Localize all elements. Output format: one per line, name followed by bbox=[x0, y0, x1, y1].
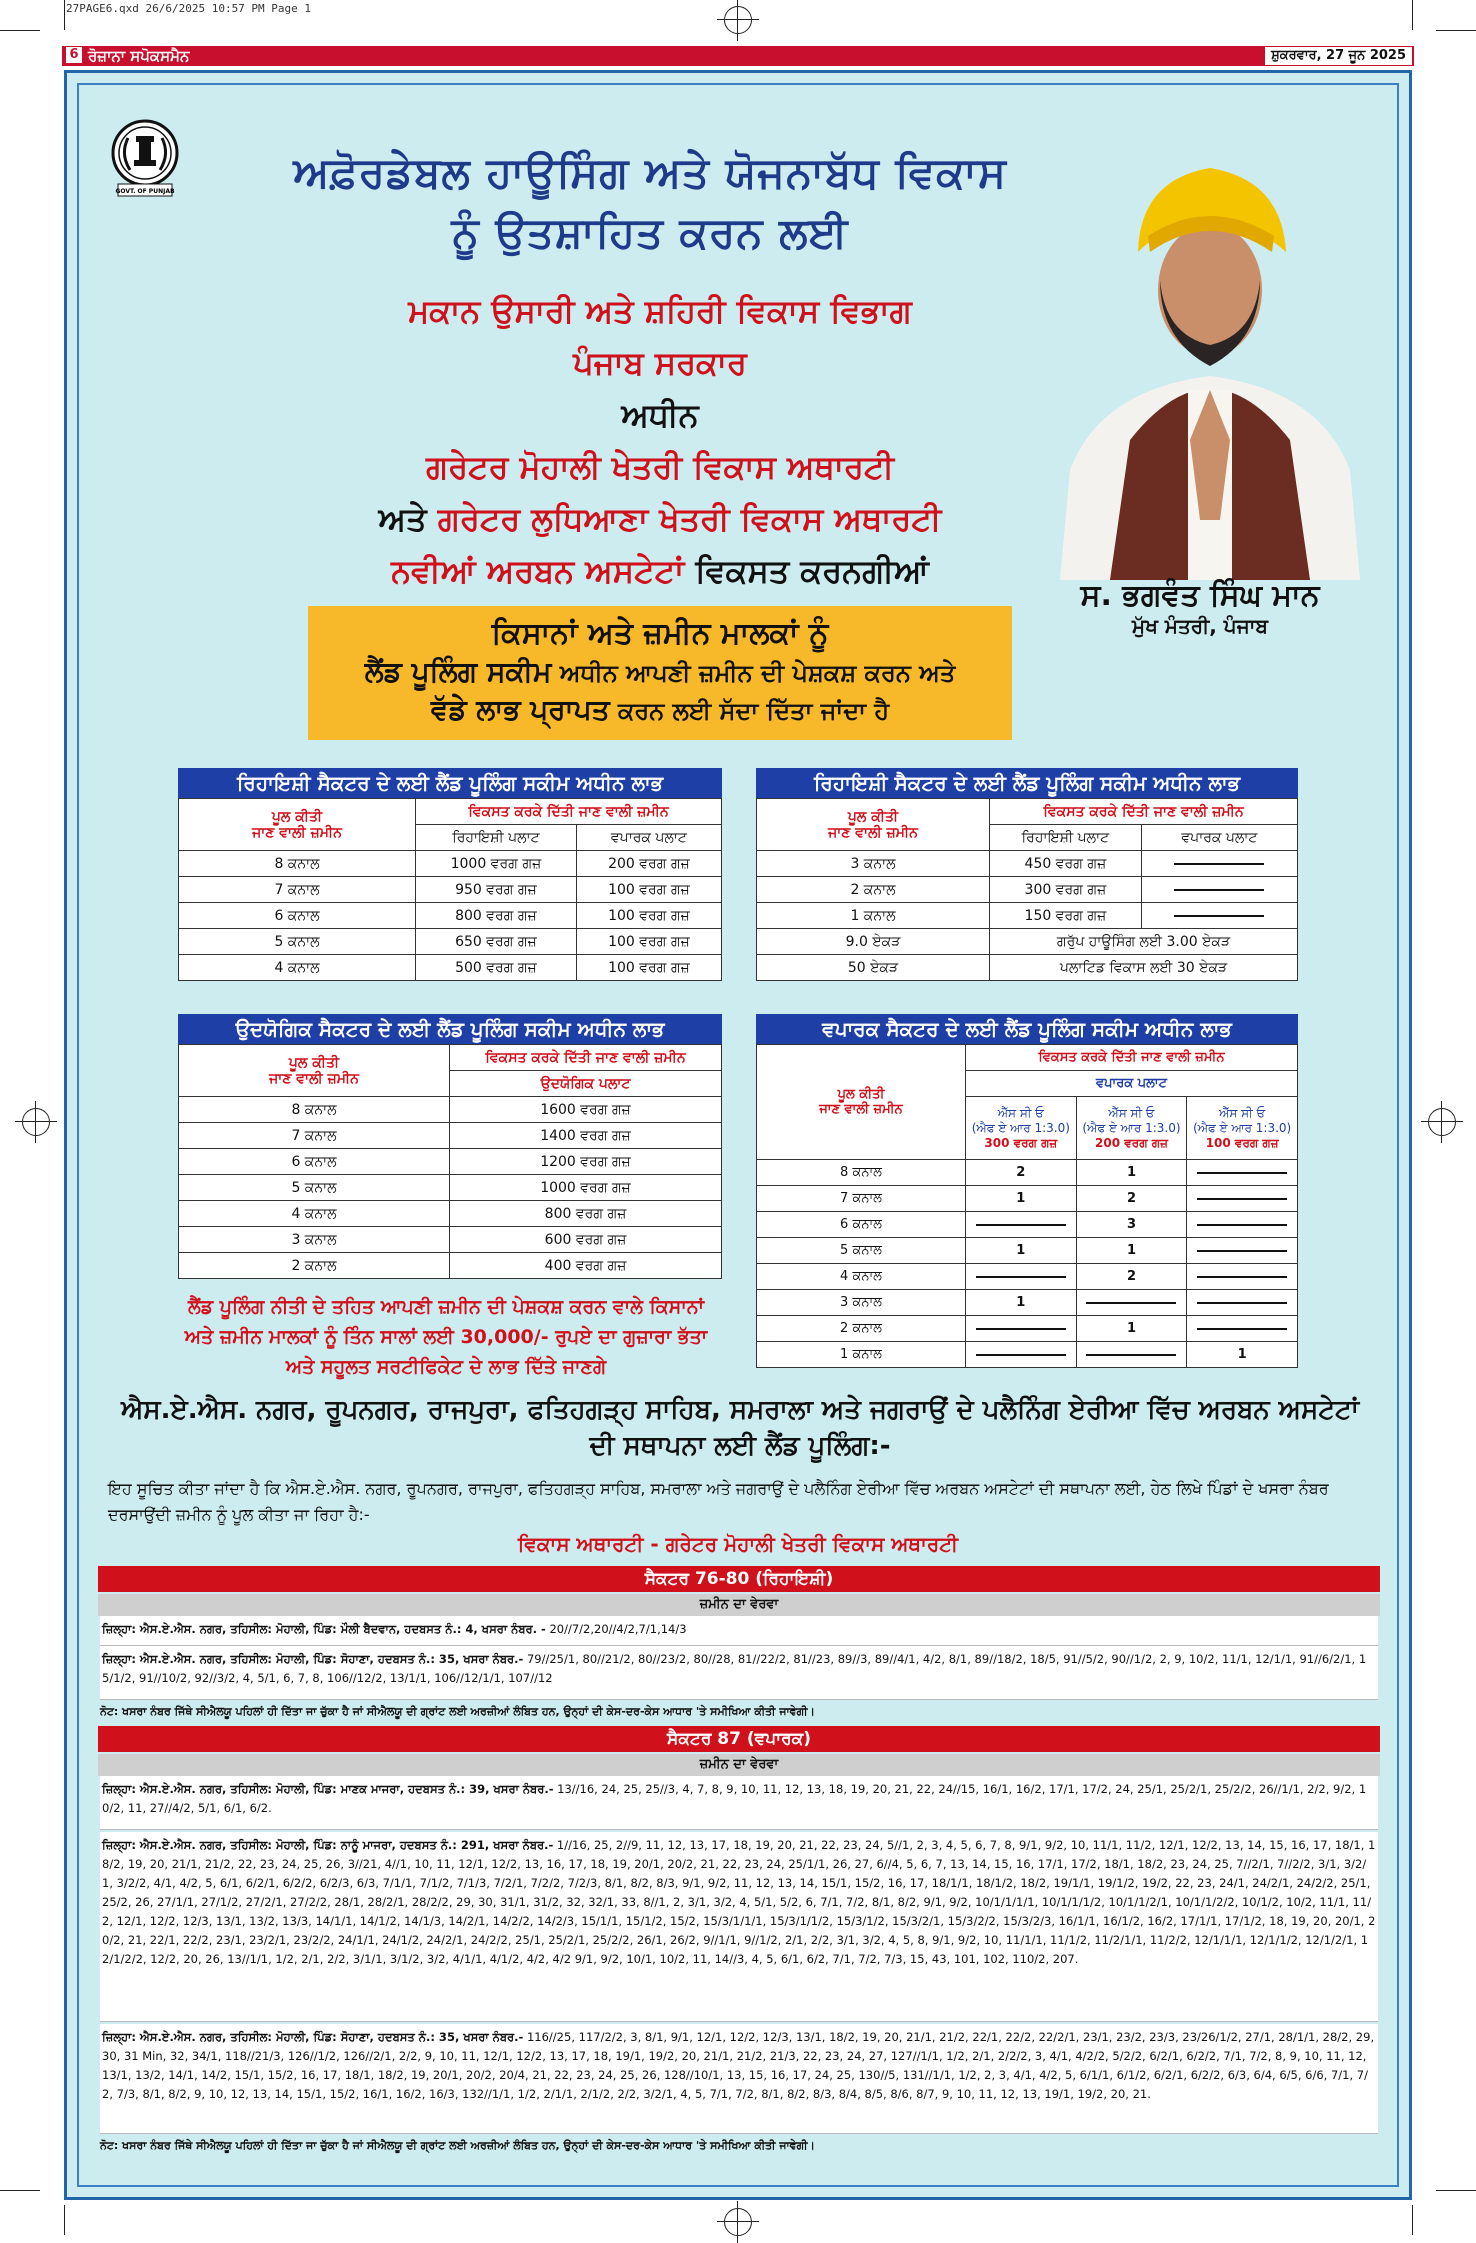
table-row bbox=[757, 903, 1298, 929]
sco-count-cell: 1 bbox=[966, 1186, 1077, 1212]
pooled-cell: 50 ਏਕੜ bbox=[757, 955, 990, 981]
commercial-cell: 100 ਵਰਗ ਗਜ਼ bbox=[576, 929, 721, 955]
residential-cell: 650 ਵਰਗ ਗਜ਼ bbox=[416, 929, 577, 955]
sco-100-header: ਐੱਸ ਸੀ ਓ (ਐਫ ਏ ਆਰ 1:3.0) 100 ਵਰਗ ਗਜ਼ bbox=[1187, 1097, 1298, 1160]
dash-mark bbox=[976, 1224, 1066, 1226]
pooled-cell: 3 ਕਨਾਲ bbox=[179, 1227, 450, 1253]
sector-87-header: ਸੈਕਟਰ 87 (ਵਪਾਰਕ) bbox=[98, 1726, 1380, 1752]
table-title: ਵਪਾਰਕ ਸੈਕਟਰ ਦੇ ਲਈ ਲੈਂਡ ਪੂਲਿੰਗ ਸਕੀਮ ਅਧੀਨ ਲਾਭ bbox=[756, 1014, 1298, 1044]
sco-count-cell: 1 bbox=[1076, 1160, 1187, 1186]
masthead bbox=[62, 46, 1414, 66]
pooled-land-header: ਪੂਲ ਕੀਤੀ ਜਾਣ ਵਾਲੀ ਜ਼ਮੀਨ bbox=[179, 1045, 450, 1097]
industrial-benefit-table bbox=[178, 1014, 722, 1279]
pooled-land-header: ਪੂਲ ਕੀਤੀ ਜਾਣ ਵਾਲੀ ਜ਼ਮੀਨ bbox=[757, 1045, 966, 1160]
table-row bbox=[179, 1253, 722, 1279]
khasra-record: ਜ਼ਿਲ੍ਹਾ: ਐਸ.ਏ.ਐਸ. ਨਗਰ, ਤਹਿਸੀਲ: ਮੋਹਾਲੀ, ਪਿੰਡ: ਸੋਹਾਣਾ, ਹਦਬਸਤ ਨੰ.: 35, ਖਸਰਾ ਨੰਬਰ.- 79//25/1, 80//21/2, 80//23/2, 80//28, 81//22/2, 81//23, 89//3, 89//4/1, 4/2, 8/1, 89//18/2, 18/5, 91//5/2, 90//1/2, 2, 9, 10/2, 11/1, 12/1/1, 91//6/2/1, 15/1/2, 91//10/2, 92//3/2, 4, 5/1, 6, 7, 8, 106//12/2, 13/1/1, 106//12/1/1, 107//12 bbox=[100, 1646, 1378, 1700]
industrial-cell: 400 ਵਰਗ ਗਜ਼ bbox=[450, 1253, 722, 1279]
given-land-header: ਵਿਕਸਤ ਕਰਕੇ ਦਿੱਤੀ ਜਾਣ ਵਾਲੀ ਜ਼ਮੀਨ bbox=[416, 799, 722, 825]
issue-date: ਸ਼ੁਕਰਵਾਰ, 27 ਜੂਨ 2025 bbox=[1265, 47, 1412, 65]
chief-minister-portrait bbox=[1040, 140, 1380, 580]
table-row bbox=[757, 1290, 1298, 1316]
estates-line bbox=[250, 552, 1070, 591]
residential-plot-header: ਰਿਹਾਇਸ਼ੀ ਪਲਾਟ bbox=[990, 825, 1142, 851]
dash-mark bbox=[1197, 1224, 1287, 1226]
commercial-cell bbox=[1141, 877, 1297, 903]
commercial-benefit-table bbox=[756, 1014, 1298, 1368]
allowance-note: ਲੈਂਡ ਪੂਲਿੰਗ ਨੀਤੀ ਦੇ ਤਹਿਤ ਆਪਣੀ ਜ਼ਮੀਨ ਦੀ ਪੇਸ਼ਕਸ਼ ਕਰਨ ਵਾਲੇ ਕਿਸਾਨਾਂ ਅਤੇ ਜ਼ਮੀਨ ਮਾਲਕਾਂ ਨੂੰ ਤਿੰਨ ਸਾਲਾਂ ਲਈ 30,000/- ਰੁਪਏ ਦਾ ਗੁਜ਼ਾਰਾ ਭੱਤਾ ਅਤੇ ਸਹੂਲਤ ਸਰਟੀਫਿਕੇਟ ਦੇ ਲਾਭ ਦਿੱਤੇ ਜਾਣਗੇ bbox=[184, 1296, 708, 1378]
prepress-slug: 27PAGE6.qxd 26/6/2025 10:57 PM Page 1 bbox=[66, 2, 312, 15]
table-row bbox=[179, 1149, 722, 1175]
sco-count-cell bbox=[1187, 1264, 1298, 1290]
invitation-bold-1: ਲੈਂਡ ਪੂਲਿੰਗ ਸਕੀਮ bbox=[364, 655, 552, 688]
pooled-cell: 7 ਕਨਾਲ bbox=[757, 1186, 966, 1212]
pooled-cell: 3 ਕਨਾਲ bbox=[757, 1290, 966, 1316]
invitation-box bbox=[308, 606, 1012, 740]
registration-mark bbox=[724, 2208, 752, 2236]
residential-plot-header: ਰਿਹਾਇਸ਼ੀ ਪਲਾਟ bbox=[416, 825, 577, 851]
table-title: ਉਦਯੋਗਿਕ ਸੈਕਟਰ ਦੇ ਲਈ ਲੈਂਡ ਪੂਲਿੰਗ ਸਕੀਮ ਅਧੀਨ ਲਾਭ bbox=[178, 1014, 722, 1044]
given-land-header: ਵਿਕਸਤ ਕਰਕੇ ਦਿੱਤੀ ਜਾਣ ਵਾਲੀ ਜ਼ਮੀਨ bbox=[966, 1045, 1298, 1071]
pooled-cell: 5 ਕਨਾਲ bbox=[179, 1175, 450, 1201]
sco-count-cell bbox=[1187, 1290, 1298, 1316]
commercial-table-body bbox=[757, 1160, 1298, 1368]
residential-cell: 950 ਵਰਗ ਗਜ਼ bbox=[416, 877, 577, 903]
table-row bbox=[757, 851, 1298, 877]
pooled-cell: 6 ਕਨਾਲ bbox=[179, 1149, 450, 1175]
residential-benefit-table-1 bbox=[178, 768, 722, 981]
chief-minister-title: ਮੁੱਖ ਮੰਤਰੀ, ਪੰਜਾਬ bbox=[1132, 614, 1268, 638]
dash-mark bbox=[1174, 915, 1264, 917]
pooled-cell: 8 ਕਨਾਲ bbox=[179, 851, 416, 877]
glada-name: ਗਰੇਟਰ ਲੁਧਿਆਣਾ ਖੇਤਰੀ ਵਿਕਾਸ ਅਥਾਰਟੀ bbox=[437, 500, 942, 538]
industrial-cell: 1200 ਵਰਗ ਗਜ਼ bbox=[450, 1149, 722, 1175]
dash-mark bbox=[1174, 863, 1264, 865]
land-detail-header: ਜ਼ਮੀਨ ਦਾ ਵੇਰਵਾ bbox=[98, 1594, 1380, 1616]
invitation-line-2 bbox=[308, 655, 1012, 689]
khasra-record: ਜ਼ਿਲ੍ਹਾ: ਐਸ.ਏ.ਐਸ. ਨਗਰ, ਤਹਿਸੀਲ: ਮੋਹਾਲੀ, ਪਿੰਡ: ਮੌਲੀ ਬੈਦਵਾਨ, ਹਦਬਸਤ ਨੰ.: 4, ਖਸਰਾ ਨੰਬਰ. - 20//7/2,20//4/2,7/1,14/3 bbox=[100, 1616, 1378, 1646]
dash-mark bbox=[976, 1354, 1066, 1356]
notice-heading: ਐਸ.ਏ.ਐਸ. ਨਗਰ, ਰੂਪਨਗਰ, ਰਾਜਪੁਰਾ, ਫਤਿਹਗੜ੍ਹ ਸਾਹਿਬ, ਸਮਰਾਲਾ ਅਤੇ ਜਗਰਾਉਂ ਦੇ ਪਲੈਨਿੰਗ ਏਰੀਆ ਵਿੱਚ ਅਰਬਨ ਅਸਟੇਟਾਂ ਦੀ ਸਥਾਪਨਾ ਲਈ ਲੈਂਡ ਪੂਲਿੰਗ:- bbox=[120, 1395, 1360, 1461]
sector-76-80-header: ਸੈਕਟਰ 76-80 (ਰਿਹਾਇਸ਼ੀ) bbox=[98, 1566, 1380, 1592]
commercial-cell: 100 ਵਰਗ ਗਜ਼ bbox=[576, 955, 721, 981]
industrial-cell: 800 ਵਰਗ ਗਜ਼ bbox=[450, 1201, 722, 1227]
newspaper-name: ਰੋਜ਼ਾਨਾ ਸਪੋਕਸਮੈਨ bbox=[88, 47, 190, 65]
sco-count-cell bbox=[1076, 1290, 1187, 1316]
sco-count-cell bbox=[966, 1316, 1077, 1342]
pooled-cell: 3 ਕਨਾਲ bbox=[757, 851, 990, 877]
pooled-cell: 9.0 ਏਕੜ bbox=[757, 929, 990, 955]
residential-cell: 150 ਵਰਗ ਗਜ਼ bbox=[990, 903, 1142, 929]
pooled-cell: 6 ਕਨਾਲ bbox=[757, 1212, 966, 1238]
commercial-cell bbox=[1141, 903, 1297, 929]
sco-count-cell bbox=[1187, 1212, 1298, 1238]
residential-cell: 500 ਵਰਗ ਗਜ਼ bbox=[416, 955, 577, 981]
table-row bbox=[757, 877, 1298, 903]
crop-mark bbox=[1436, 30, 1476, 31]
headline-line-2: ਨੂੰ ਉਤਸ਼ਾਹਿਤ ਕਰਨ ਲਈ bbox=[451, 208, 849, 257]
khasra-record: ਜ਼ਿਲ੍ਹਾ: ਐਸ.ਏ.ਐਸ. ਨਗਰ, ਤਹਿਸੀਲ: ਮੋਹਾਲੀ, ਪਿੰਡ: ਸੋਹਾਣਾ, ਹਦਬਸਤ ਨੰ.: 35, ਖਸਰਾ ਨੰਬਰ.- 116//25, 117/2/2, 3, 8/1, 9/1, 12/1, 12/2, 12/3, 13/1, 18/2, 19, 20, 21/1, 21/2, 22/1, 22/2, 22/2/1, 23/1, 23/2, 23/3, 23/26/1/2, 27/1, 28/1/1, 28/2, 29, 30, 31 Min, 32, 34/1, 118//21/3, 126//1/2, 126//2/1, 2/2, 9, 10, 11, 12/1, 12/2, 13, 17, 18, 19/1, 19/2, 20, 21/1, 21/2, 21/3, 22, 23, 24, 27, 127//1/1, 1/2, 2/1, 2/2/2, 3, 4/1, 4/2/2, 5/2/2, 6/2/1, 6/2/2, 7/1, 7/2, 8, 9, 10, 11, 12, 13/1, 13/2, 14/1, 14/2, 15/1, 15/2, 16, 17, 18/1, 18/2, 19, 20/1, 20/2, 20/4, 21, 22, 23, 24, 25, 26, 128//10/1, 13, 15, 16, 17, 24, 25, 130//5, 131//1/1, 1/2, 2, 3, 4/1, 4/2, 5, 6/1/1, 6/1/2, 6/2/1, 6/2/2, 6/3, 6/4, 6/5, 6/6, 7/1, 7/2, 7/3, 8/1, 8/2, 9, 10, 12, 13, 14, 15/1, 15/2, 16/1, 16/2, 16/3, 132//1/1, 1/2, 2/1/1, 2/1/2, 2/2, 3/2/1, 4, 5, 7/1, 7/2, 8/1, 8/2, 8/3, 8/4, 8/5, 8/6, 8/7, 9, 10, 11, 12, 13, 19/1, 19/2, 20, 21. bbox=[100, 2024, 1378, 2134]
crop-mark bbox=[64, 2205, 65, 2235]
pooled-land-header: ਪੂਲ ਕੀਤੀ ਜਾਣ ਵਾਲੀ ਜ਼ਮੀਨ bbox=[179, 799, 416, 851]
sco-count-cell bbox=[966, 1212, 1077, 1238]
sco-200-header: ਐੱਸ ਸੀ ਓ (ਐਫ ਏ ਆਰ 1:3.0) 200 ਵਰਗ ਗਜ਼ bbox=[1076, 1097, 1187, 1160]
emblem-text: GOVT. OF PUNJAB bbox=[115, 188, 175, 195]
registration-mark bbox=[724, 6, 752, 34]
plotted-development-cell: ਪਲਾਟਿਡ ਵਿਕਾਸ ਲਈ 30 ਏਕੜ bbox=[990, 955, 1298, 981]
under-label: ਅਧੀਨ bbox=[621, 396, 699, 434]
pooled-cell: 5 ਕਨਾਲ bbox=[179, 929, 416, 955]
glada-line bbox=[250, 500, 1070, 539]
table-row bbox=[757, 1160, 1298, 1186]
khasra-record: ਜ਼ਿਲ੍ਹਾ: ਐਸ.ਏ.ਐਸ. ਨਗਰ, ਤਹਿਸੀਲ: ਮੋਹਾਲੀ, ਪਿੰਡ: ਮਾਣਕ ਮਾਜਰਾ, ਹਦਬਸਤ ਨੰ.: 39, ਖਸਰਾ ਨੰਬਰ.- 13//16, 24, 25, 25//3, 4, 7, 8, 9, 10, 11, 12, 13, 18, 19, 20, 21, 22, 24//15, 16/1, 16/2, 17/1, 17/2, 24, 25/1, 25/2/1, 25/2/2, 26//1/1, 2/2, 9/2, 10/2, 11, 27//4/2, 5/1, 6/1, 6/2. bbox=[100, 1776, 1378, 1830]
commercial-plot-header: ਵਪਾਰਕ ਪਲਾਟ bbox=[1141, 825, 1297, 851]
pooled-cell: 4 ਕਨਾਲ bbox=[179, 955, 416, 981]
pooled-cell: 4 ਕਨਾਲ bbox=[179, 1201, 450, 1227]
sco-count-cell: 1 bbox=[1076, 1238, 1187, 1264]
develop-label: ਵਿਕਸਤ ਕਰਨਗੀਆਂ bbox=[695, 552, 929, 590]
given-land-header: ਵਿਕਸਤ ਕਰਕੇ ਦਿੱਤੀ ਜਾਣ ਵਾਲੀ ਜ਼ਮੀਨ bbox=[990, 799, 1298, 825]
crop-mark bbox=[0, 2190, 40, 2191]
industrial-cell: 600 ਵਰਗ ਗਜ਼ bbox=[450, 1227, 722, 1253]
department-name: ਮਕਾਨ ਉਸਾਰੀ ਅਤੇ ਸ਼ਹਿਰੀ ਵਿਕਾਸ ਵਿਭਾਗ bbox=[408, 292, 912, 330]
sector-2-note: ਨੋਟ: ਖਸਰਾ ਨੰਬਰ ਜਿੱਥੇ ਸੀਐਲਯੂ ਪਹਿਲਾਂ ਹੀ ਦਿੱਤਾ ਜਾ ਚੁੱਕਾ ਹੈ ਜਾਂ ਸੀਐਲਯੂ ਦੀ ਗ੍ਰਾਂਟ ਲਈ ਅਰਜ਼ੀਆਂ ਲੰਬਿਤ ਹਨ, ਉਨ੍ਹਾਂ ਦੀ ਕੇਸ-ਦਰ-ਕੇਸ ਆਧਾਰ 'ਤੇ ਸਮੀਖਿਆ ਕੀਤੀ ਜਾਵੇਗੀ। bbox=[100, 2139, 815, 2152]
table-row bbox=[179, 1175, 722, 1201]
sco-count-cell: 1 bbox=[966, 1290, 1077, 1316]
table-row bbox=[757, 1316, 1298, 1342]
industrial-cell: 1600 ਵਰਗ ਗਜ਼ bbox=[450, 1097, 722, 1123]
khasra-record: ਜ਼ਿਲ੍ਹਾ: ਐਸ.ਏ.ਐਸ. ਨਗਰ, ਤਹਿਸੀਲ: ਮੋਹਾਲੀ, ਪਿੰਡ: ਨਾਨੂੰ ਮਾਜਰਾ, ਹਦਬਸਤ ਨੰ.: 291, ਖਸਰਾ ਨੰਬਰ.- 1//16, 25, 2//9, 11, 12, 13, 17, 18, 19, 20, 21, 22, 23, 24, 5//1, 2, 3, 4, 5, 6, 7, 8, 9/1, 9/2, 10, 11/1, 11/2, 12/1, 12/2, 13, 14, 15, 16, 17, 18/1, 18/2, 19, 20, 21/1, 21/2, 22, 23, 24, 25, 26, 3//21, 4//1, 10, 11, 12/1, 12/2, 13, 16, 17, 18, 19, 20/1, 20/2, 21, 22, 23, 24, 25/1/1, 26, 27, 6//4, 5, 6, 7, 13, 14, 15, 16, 17/1, 17/2, 18/1, 18/2, 23, 24, 25, 7//2/1, 7//2/2, 3/1, 3/2/1, 3/2/2, 4/1, 4/2, 5, 6/1, 6/2/1, 6/2/2, 6/2/3, 6/3, 7/1/1, 7/1/2, 7/1/3, 7/2/1, 7/2/2, 7/2/3, 8/1, 8/2, 8/3, 9/1, 9/2, 11, 12, 13, 14, 15/1, 15/2, 16, 17, 18/1/1, 18/1/2, 18/2, 19/1/1, 19/1/2, 19/2, 22, 23, 24/1, 24/2/1, 24/2/2, 25/1, 25/2, 26, 27/1/1, 27/1/2, 27/2/1, 27/2/2, 28/1, 28/2/1, 28/2/2, 29, 30, 31/1, 31/2, 32, 32/1, 33, 8//1, 2, 3/1, 3/2, 4, 5/1, 5/2, 6, 7/1, 7/2, 8/1, 8/2, 9/1, 9/2, 10/1/1/1/1, 10/1/1/1/2, 10/1/1/2/1, 10/1/1/2/2, 10/1/2, 10/2, 11/1, 11/2, 12/1, 12/2, 12/3, 13/1, 13/2, 13/3, 14/1/1, 14/1/2, 14/1/3, 14/2/1, 14/2/2, 14/2/3, 15/1/1, 15/1/2, 15/2, 15/3/1/1/1, 15/3/1/1/2, 15/3/1/2, 15/3/2/1, 15/3/2/2, 15/3/2/3, 16/1/1, 16/1/2, 16/2, 17/1/1, 17/1/2, 18, 19, 20, 20/1, 20/2, 21, 22/1, 22/2, 23/1, 23/2/1, 23/2/2, 24/1/1, 24/1/2, 24/2/1, 24/2/2, 25/1, 25/2/1, 25/2/2, 26/1, 26/2, 9//1/1, 9//1/2, 2/1, 2/2, 3/1, 3/2, 4, 5, 8, 9/1, 9/2, 10, 11/1/1, 11/1/2, 11/2/1/1, 11/2/2, 12/1/1/1, 12/1/1/2, 12/1/2/1, 12/1/2/2, 12/2, 20, 26, 13//1/1, 1/2, 2/1, 2/2, 3/1/1, 3/1/2, 3/2, 4/1/1, 4/1/2, 4/2, 4/2 9/1, 9/2, 10/1, 10/2, 11, 14//3, 4, 5, 6/1, 6/2, 7/1, 7/2, 7/3, 15, 43, 101, 102, 110/2, 207. bbox=[100, 1832, 1378, 2022]
industrial-cell: 1000 ਵਰਗ ਗਜ਼ bbox=[450, 1175, 722, 1201]
sector-1-note: ਨੋਟ: ਖਸਰਾ ਨੰਬਰ ਜਿੱਥੇ ਸੀਐਲਯੂ ਪਹਿਲਾਂ ਹੀ ਦਿੱਤਾ ਜਾ ਚੁੱਕਾ ਹੈ ਜਾਂ ਸੀਐਲਯੂ ਦੀ ਗ੍ਰਾਂਟ ਲਈ ਅਰਜ਼ੀਆਂ ਲੰਬਿਤ ਹਨ, ਉਨ੍ਹਾਂ ਦੀ ਕੇਸ-ਦਰ-ਕੇਸ ਆਧਾਰ 'ਤੇ ਸਮੀਖਿਆ ਕੀਤੀ ਜਾਵੇਗੀ। bbox=[100, 1705, 815, 1718]
gmada-name: ਗਰੇਟਰ ਮੋਹਾਲੀ ਖੇਤਰੀ ਵਿਕਾਸ ਅਥਾਰਟੀ bbox=[426, 448, 894, 486]
crop-mark bbox=[1436, 2190, 1476, 2191]
table-row bbox=[179, 1201, 722, 1227]
sco-count-cell bbox=[1187, 1238, 1298, 1264]
sco-count-cell: 2 bbox=[1076, 1264, 1187, 1290]
sco-count-cell bbox=[966, 1342, 1077, 1368]
pooled-cell: 2 ਕਨਾਲ bbox=[757, 877, 990, 903]
and-label: ਅਤੇ bbox=[378, 500, 427, 538]
pooled-cell: 8 ਕਨਾਲ bbox=[757, 1160, 966, 1186]
table-row bbox=[179, 1227, 722, 1253]
sco-count-cell bbox=[1187, 1316, 1298, 1342]
authority-label: ਵਿਕਾਸ ਅਥਾਰਟੀ - ਗਰੇਟਰ ਮੋਹਾਲੀ ਖੇਤਰੀ ਵਿਕਾਸ ਅਥਾਰਟੀ bbox=[517, 1532, 959, 1556]
sco-count-cell bbox=[1187, 1160, 1298, 1186]
sco-count-cell bbox=[966, 1264, 1077, 1290]
table-row bbox=[179, 929, 722, 955]
sco-300-header: ਐੱਸ ਸੀ ਓ (ਐਫ ਏ ਆਰ 1:3.0) 300 ਵਰਗ ਗਜ਼ bbox=[966, 1097, 1077, 1160]
invitation-rest-1: ਅਧੀਨ ਆਪਣੀ ਜ਼ਮੀਨ ਦੀ ਪੇਸ਼ਕਸ਼ ਕਰਨ ਅਤੇ bbox=[559, 659, 956, 687]
crop-mark bbox=[64, 0, 65, 30]
government-name: ਪੰਜਾਬ ਸਰਕਾਰ bbox=[573, 344, 747, 382]
commercial-plot-header: ਵਪਾਰਕ ਪਲਾਟ bbox=[966, 1071, 1298, 1097]
sco-count-cell: 1 bbox=[1076, 1316, 1187, 1342]
dash-mark bbox=[976, 1276, 1066, 1278]
dash-mark bbox=[976, 1328, 1066, 1330]
table-row bbox=[757, 1186, 1298, 1212]
table-row bbox=[757, 1238, 1298, 1264]
residential-cell: 300 ਵਰਗ ਗਜ਼ bbox=[990, 877, 1142, 903]
sco-count-cell bbox=[1187, 1186, 1298, 1212]
dash-mark bbox=[1197, 1328, 1287, 1330]
table-row bbox=[179, 851, 722, 877]
pooled-cell: 4 ਕਨਾਲ bbox=[757, 1264, 966, 1290]
industrial-plot-header: ਉਦਯੋਗਿਕ ਪਲਾਟ bbox=[450, 1071, 722, 1097]
invitation-bold-2: ਵੱਡੇ ਲਾਭ ਪ੍ਰਾਪਤ bbox=[430, 693, 610, 726]
pooled-cell: 1 ਕਨਾਲ bbox=[757, 903, 990, 929]
sco-count-cell: 2 bbox=[1076, 1186, 1187, 1212]
pooled-cell: 7 ਕਨਾਲ bbox=[179, 1123, 450, 1149]
crop-mark bbox=[0, 30, 40, 31]
pooled-cell: 8 ਕਨਾਲ bbox=[179, 1097, 450, 1123]
group-housing-cell: ਗਰੁੱਪ ਹਾਊਸਿੰਗ ਲਈ 3.00 ਏਕੜ bbox=[990, 929, 1298, 955]
industrial-cell: 1400 ਵਰਗ ਗਜ਼ bbox=[450, 1123, 722, 1149]
table-title: ਰਿਹਾਇਸ਼ੀ ਸੈਕਟਰ ਦੇ ਲਈ ਲੈਂਡ ਪੂਲਿੰਗ ਸਕੀਮ ਅਧੀਨ ਲਾਭ bbox=[178, 768, 722, 798]
pooled-cell: 1 ਕਨਾਲ bbox=[757, 1342, 966, 1368]
pooled-cell: 2 ਕਨਾਲ bbox=[757, 1316, 966, 1342]
registration-mark bbox=[22, 1108, 50, 1136]
dash-mark bbox=[1086, 1354, 1176, 1356]
headline-line-1: ਅਫ਼ੋਰਡੇਬਲ ਹਾਊਸਿੰਗ ਅਤੇ ਯੋਜਨਾਬੱਧ ਵਿਕਾਸ bbox=[293, 148, 1007, 197]
dash-mark bbox=[1174, 889, 1264, 891]
sco-count-cell bbox=[1076, 1342, 1187, 1368]
page-number: 6 bbox=[66, 47, 82, 63]
crop-mark bbox=[1412, 2205, 1413, 2235]
crop-mark bbox=[1412, 0, 1413, 30]
residential-cell: 1000 ਵਰਗ ਗਜ਼ bbox=[416, 851, 577, 877]
invitation-line-3 bbox=[308, 693, 1012, 727]
land-detail-header: ਜ਼ਮੀਨ ਦਾ ਵੇਰਵਾ bbox=[98, 1754, 1380, 1776]
new-estates-label: ਨਵੀਆਂ ਅਰਬਨ ਅਸਟੇਟਾਂ bbox=[391, 552, 685, 590]
dash-mark bbox=[1086, 1302, 1176, 1304]
dash-mark bbox=[1197, 1276, 1287, 1278]
commercial-cell bbox=[1141, 851, 1297, 877]
dash-mark bbox=[1197, 1198, 1287, 1200]
pooled-cell: 7 ਕਨਾਲ bbox=[179, 877, 416, 903]
dash-mark bbox=[1197, 1250, 1287, 1252]
commercial-cell: 100 ਵਰਗ ਗਜ਼ bbox=[576, 903, 721, 929]
sco-count-cell: 2 bbox=[966, 1160, 1077, 1186]
table-row bbox=[179, 1097, 722, 1123]
pooled-cell: 6 ਕਨਾਲ bbox=[179, 903, 416, 929]
given-land-header: ਵਿਕਸਤ ਕਰਕੇ ਦਿੱਤੀ ਜਾਣ ਵਾਲੀ ਜ਼ਮੀਨ bbox=[450, 1045, 722, 1071]
invitation-rest-2: ਕਰਨ ਲਈ ਸੱਦਾ ਦਿੱਤਾ ਜਾਂਦਾ ਹੈ bbox=[618, 697, 890, 725]
pooled-cell: 5 ਕਨਾਲ bbox=[757, 1238, 966, 1264]
sco-count-cell: 1 bbox=[966, 1238, 1077, 1264]
table-row bbox=[179, 903, 722, 929]
chief-minister-name: ਸ. ਭਗਵੰਤ ਸਿੰਘ ਮਾਨ bbox=[1080, 578, 1320, 613]
commercial-cell: 200 ਵਰਗ ਗਜ਼ bbox=[576, 851, 721, 877]
commercial-cell: 100 ਵਰਗ ਗਜ਼ bbox=[576, 877, 721, 903]
residential-cell: 450 ਵਰਗ ਗਜ਼ bbox=[990, 851, 1142, 877]
table-row bbox=[757, 1264, 1298, 1290]
table-row bbox=[179, 877, 722, 903]
table-row bbox=[179, 1123, 722, 1149]
table-row bbox=[757, 929, 1298, 955]
registration-mark bbox=[1428, 1108, 1456, 1136]
notice-intro: ਇਹ ਸੂਚਿਤ ਕੀਤਾ ਜਾਂਦਾ ਹੈ ਕਿ ਐਸ.ਏ.ਐਸ. ਨਗਰ, ਰੂਪਨਗਰ, ਰਾਜਪੁਰਾ, ਫਤਿਹਗੜ੍ਹ ਸਾਹਿਬ, ਸਮਰਾਲਾ ਅਤੇ ਜਗਰਾਉਂ ਦੇ ਪਲੈਨਿੰਗ ਏਰੀਆ ਵਿੱਚ ਅਰਬਨ ਅਸਟੇਟਾਂ ਦੀ ਸਥਾਪਨਾ ਲਈ, ਹੇਠ ਲਿਖੇ ਪਿੰਡਾਂ ਦੇ ਖਸਰਾ ਨੰਬਰ ਦਰਸਾਉਂਦੀ ਜ਼ਮੀਨ ਨੂੰ ਪੂਲ ਕੀਤਾ ਜਾ ਰਿਹਾ ਹੈ:- bbox=[108, 1479, 1329, 1524]
pooled-land-header: ਪੂਲ ਕੀਤੀ ਜਾਣ ਵਾਲੀ ਜ਼ਮੀਨ bbox=[757, 799, 990, 851]
table-title: ਰਿਹਾਇਸ਼ੀ ਸੈਕਟਰ ਦੇ ਲਈ ਲੈਂਡ ਪੂਲਿੰਗ ਸਕੀਮ ਅਧੀਨ ਲਾਭ bbox=[756, 768, 1298, 798]
invitation-line-1: ਕਿਸਾਨਾਂ ਅਤੇ ਜ਼ਮੀਨ ਮਾਲਕਾਂ ਨੂੰ bbox=[491, 616, 829, 651]
punjab-emblem-icon bbox=[110, 118, 180, 200]
residential-cell: 800 ਵਰਗ ਗਜ਼ bbox=[416, 903, 577, 929]
commercial-plot-header: ਵਪਾਰਕ ਪਲਾਟ bbox=[576, 825, 721, 851]
pooled-cell: 2 ਕਨਾਲ bbox=[179, 1253, 450, 1279]
sco-count-cell: 1 bbox=[1187, 1342, 1298, 1368]
dash-mark bbox=[1197, 1172, 1287, 1174]
table-row bbox=[757, 1212, 1298, 1238]
sco-count-cell: 3 bbox=[1076, 1212, 1187, 1238]
table-row bbox=[757, 1342, 1298, 1368]
dash-mark bbox=[1197, 1302, 1287, 1304]
residential-benefit-table-2 bbox=[756, 768, 1298, 981]
table-row bbox=[179, 955, 722, 981]
table-row bbox=[757, 955, 1298, 981]
